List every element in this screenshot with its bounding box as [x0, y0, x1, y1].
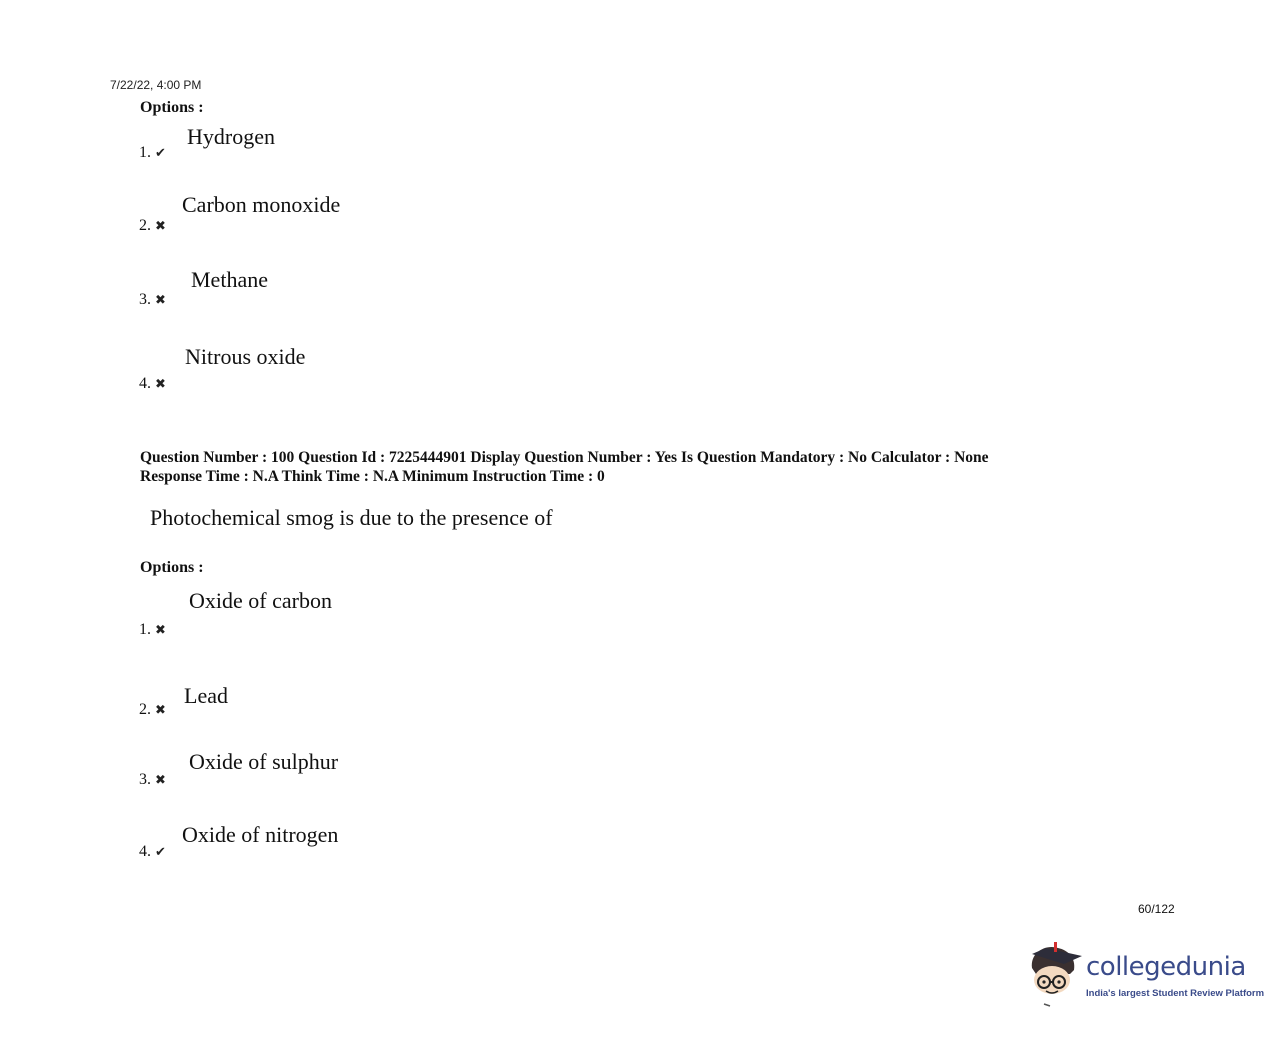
option-1-number: 1. ✖ — [139, 621, 166, 638]
option-1-text: Hydrogen — [187, 124, 275, 149]
cross-icon: ✖ — [155, 219, 166, 234]
option-3-number: 3. ✖ — [139, 771, 166, 788]
cross-icon: ✖ — [155, 703, 166, 718]
option-3-number: 3. ✖ — [139, 291, 166, 308]
option-4-number: 4. ✖ — [139, 375, 166, 392]
option-4-text: Oxide of nitrogen — [182, 822, 339, 847]
option-4-text: Nitrous oxide — [185, 344, 306, 369]
option-4-number: 4. ✔ — [139, 843, 166, 860]
question-meta-line-2: Response Time : N.A Think Time : N.A Minimum Instruction Time : 0 — [140, 468, 605, 485]
options-label: Options : — [140, 559, 204, 576]
option-3-text: Methane — [191, 267, 268, 292]
mascot-logo-icon — [1024, 938, 1086, 1010]
question-text: Photochemical smog is due to the presence of — [150, 505, 553, 530]
cross-icon: ✖ — [155, 623, 166, 638]
question-meta-line-1: Question Number : 100 Question Id : 7225444901 Display Question Number : Yes Is Question Mandatory : No Calculator : None — [140, 449, 989, 466]
cross-icon: ✖ — [155, 773, 166, 788]
option-1-number: 1. ✔ — [139, 144, 166, 161]
option-2-text: Lead — [184, 683, 228, 708]
page-number: 60/122 — [1138, 902, 1175, 916]
option-3-text: Oxide of sulphur — [189, 749, 339, 774]
check-icon: ✔ — [155, 146, 166, 161]
options-label: Options : — [140, 99, 204, 116]
brand-tagline: India's largest Student Review Platform — [1086, 988, 1265, 999]
check-icon: ✔ — [155, 845, 166, 860]
option-2-number: 2. ✖ — [139, 217, 166, 234]
option-2-number: 2. ✖ — [139, 701, 166, 718]
cross-icon: ✖ — [155, 293, 166, 308]
option-2-text: Carbon monoxide — [182, 192, 341, 217]
option-1-text: Oxide of carbon — [189, 588, 332, 613]
cross-icon: ✖ — [155, 377, 166, 392]
brand-wordmark: collegedunia — [1086, 952, 1246, 982]
print-timestamp: 7/22/22, 4:00 PM — [110, 78, 202, 92]
